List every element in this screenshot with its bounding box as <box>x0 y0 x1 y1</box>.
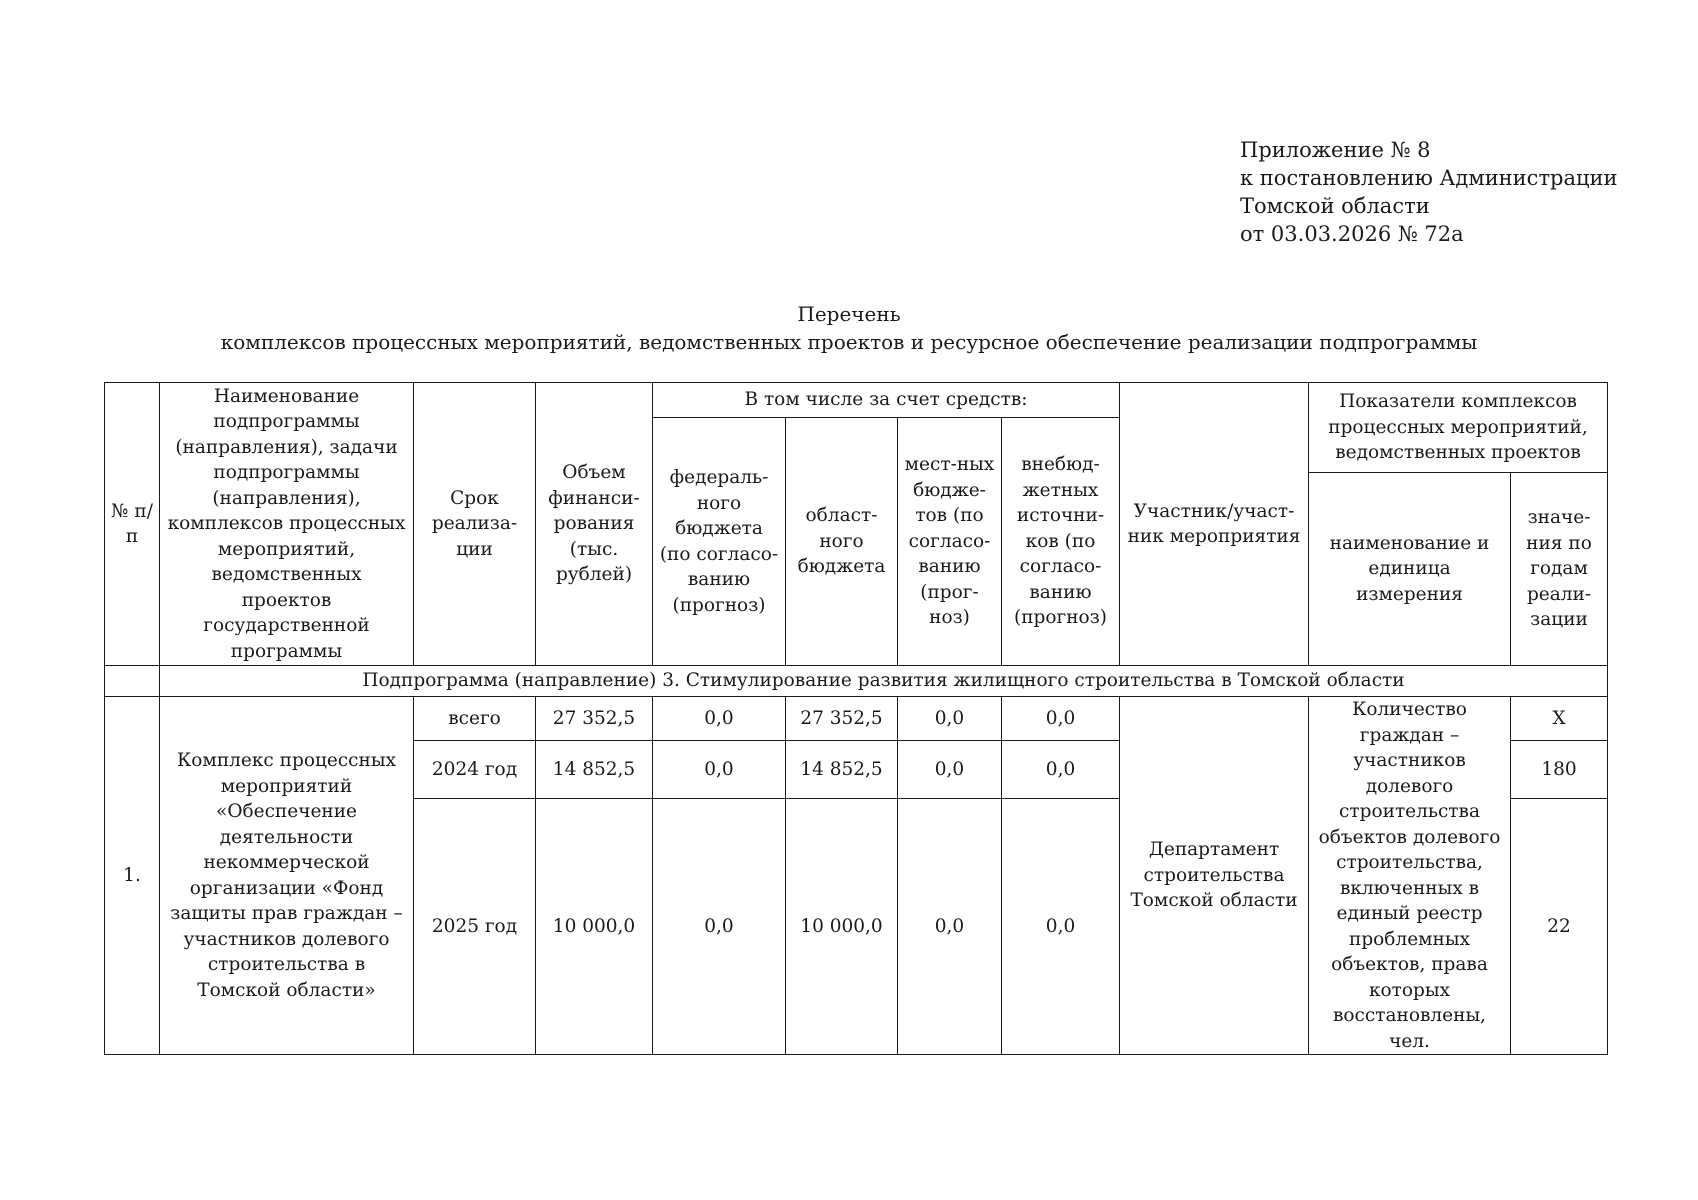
header-including: В том числе за счет средств: <box>653 383 1120 418</box>
row-volume: 27 352,5 <box>536 697 653 741</box>
approval-block <box>1240 136 1618 248</box>
header-extrabudget: внебюд-жетных источни-ков (по согласо-ванию (прогноз) <box>1002 418 1120 666</box>
header-participant: Участник/участ-ник мероприятия <box>1120 383 1309 666</box>
row-local: 0,0 <box>898 741 1002 799</box>
row-extrabudget: 0,0 <box>1002 741 1120 799</box>
row-value: 22 <box>1511 799 1608 1055</box>
program-table <box>104 382 1608 1055</box>
row-term: 2024 год <box>414 741 536 799</box>
approval-line-4: от 03.03.2026 № 72а <box>1240 222 1464 246</box>
header-local: мест-ных бюдже-тов (по согласо-ванию (прог-ноз) <box>898 418 1002 666</box>
row-local: 0,0 <box>898 697 1002 741</box>
row-value: Х <box>1511 697 1608 741</box>
row-federal: 0,0 <box>653 697 786 741</box>
item-num: 1. <box>105 697 160 1055</box>
table-row <box>105 697 1608 741</box>
subprogram-title: Подпрограмма (направление) 3. Стимулирование развития жилищного строительства в Томской области <box>160 666 1608 697</box>
document-title <box>0 300 1698 356</box>
approval-line-2: к постановлению Администрации <box>1240 166 1618 190</box>
header-ind-name: наименование и единица измерения <box>1309 473 1511 666</box>
header-name: Наименование подпрограммы (направления), задачи подпрограммы (направления), комплексов процессных мероприятий, ведомственных проектов государственной программы <box>160 383 414 666</box>
subprogram-row <box>105 666 1608 697</box>
approval-line-3: Томской области <box>1240 194 1430 218</box>
row-regional: 14 852,5 <box>786 741 898 799</box>
row-volume: 14 852,5 <box>536 741 653 799</box>
header-indicators: Показатели комплексов процессных мероприятий, ведомственных проектов <box>1309 383 1608 473</box>
item-name: Комплекс процессных мероприятий «Обеспечение деятельности некоммерческой организации «Фонд защиты прав граждан – участников долевого строительства в Томской области» <box>160 697 414 1055</box>
row-federal: 0,0 <box>653 799 786 1055</box>
header-ind-values: значе-ния по годам реали-зации <box>1511 473 1608 666</box>
row-federal: 0,0 <box>653 741 786 799</box>
title-line-2: комплексов процессных мероприятий, ведомственных проектов и ресурсное обеспечение реализации подпрограммы <box>220 330 1478 354</box>
approval-line-1: Приложение № 8 <box>1240 138 1431 162</box>
row-regional: 10 000,0 <box>786 799 898 1055</box>
subprogram-num-cell <box>105 666 160 697</box>
header-regional: област-ного бюджета <box>786 418 898 666</box>
row-local: 0,0 <box>898 799 1002 1055</box>
row-value: 180 <box>1511 741 1608 799</box>
item-participant: Департамент строительства Томской области <box>1120 697 1309 1055</box>
header-num: № п/п <box>105 383 160 666</box>
header-row-1 <box>105 383 1608 418</box>
header-term: Срок реализа-ции <box>414 383 536 666</box>
row-term: всего <box>414 697 536 741</box>
row-extrabudget: 0,0 <box>1002 697 1120 741</box>
header-volume: Объем финанси-рования (тыс. рублей) <box>536 383 653 666</box>
header-federal: федераль-ного бюджета (по согласо-ванию (прогноз) <box>653 418 786 666</box>
title-line-1: Перечень <box>797 302 901 326</box>
row-volume: 10 000,0 <box>536 799 653 1055</box>
row-regional: 27 352,5 <box>786 697 898 741</box>
row-extrabudget: 0,0 <box>1002 799 1120 1055</box>
item-indicator: Количество граждан – участников долевого строительства объектов долевого строительства, включенных в единый реестр проблемных объектов, права которых восстановлены, чел. <box>1309 697 1511 1055</box>
row-term: 2025 год <box>414 799 536 1055</box>
